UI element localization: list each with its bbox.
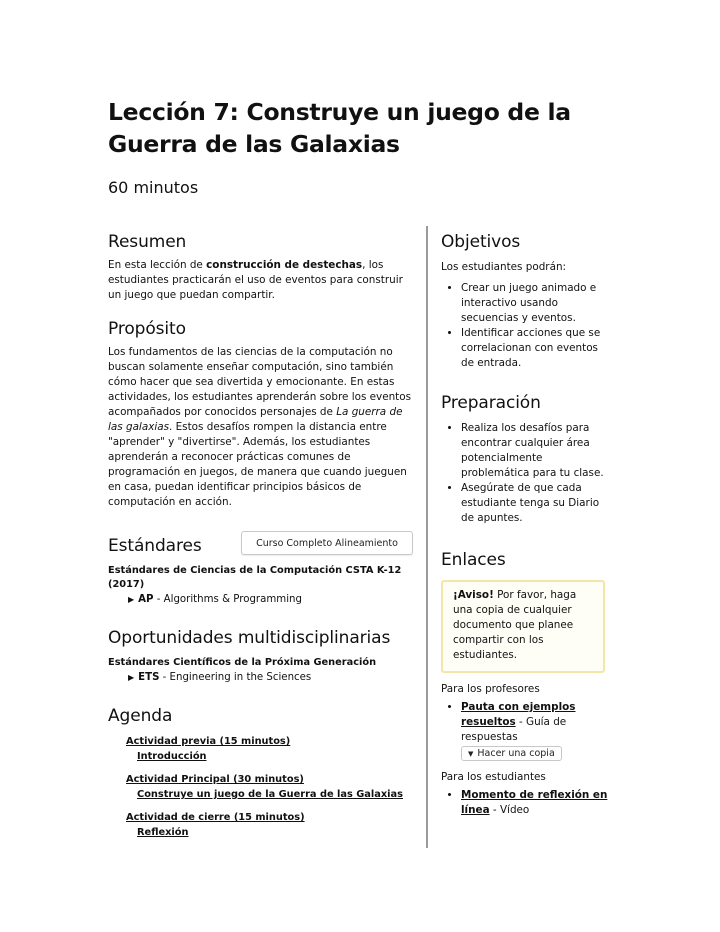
preparation-list [441, 421, 609, 526]
preparation-heading: Preparación [441, 393, 541, 413]
agenda-group [126, 734, 413, 764]
preparation-section [441, 391, 609, 526]
purpose-text-end: . Estos desafíos rompen la distancia entre "aprender" y "divertirse". Además, los estudiantes aprenderán a reconocer prácticas comunes de programación en juegos, de manera que cuando jueguen en casa, puedan identificar principios básicos de computación en acción. [108, 421, 407, 508]
purpose-heading: Propósito [108, 319, 186, 339]
agenda-list [126, 734, 413, 840]
standards-framework: Estándares de Ciencias de la Computación CSTA K-12 (2017) [108, 565, 402, 590]
reflection-video-link[interactable]: Momento de reflexión en línea [461, 789, 608, 816]
objectives-section [441, 230, 609, 371]
standard-code: AP [138, 594, 154, 605]
standard-item-ap[interactable] [128, 592, 413, 608]
copy-notice-box [441, 580, 605, 673]
agenda-heading: Agenda [108, 706, 173, 726]
agenda-section [108, 704, 413, 840]
agenda-wrapup-link[interactable]: Actividad de cierre (15 minutos) [126, 812, 305, 823]
resource-description: - Guía de respuestas [461, 716, 567, 743]
links-section [441, 548, 609, 818]
left-column [108, 230, 413, 848]
standards-section [108, 528, 413, 608]
student-resource-item [461, 788, 609, 818]
links-heading: Enlaces [441, 550, 506, 570]
teacher-resource-item [461, 700, 609, 761]
cross-curricular-heading: Oportunidades multidisciplinarias [108, 628, 391, 648]
purpose-text [108, 345, 413, 510]
objective-item: • Identificar acciones que se correlacionan con eventos de entrada. [461, 326, 609, 371]
objectives-heading: Objetivos [441, 232, 521, 252]
teacher-resources-list [441, 700, 609, 761]
agenda-warmup-link[interactable]: Actividad previa (15 minutos) [126, 736, 291, 747]
summary-text-end: , los estudiantes practicarán el uso de eventos para construir un juego que puedan compartir. [108, 259, 403, 301]
agenda-build-game-link[interactable]: Construye un juego de la Guerra de las Galaxias [137, 789, 403, 800]
student-resources-list [441, 788, 609, 818]
purpose-text-start: Los fundamentos de las ciencias de la computación no buscan solamente enseñar computación, sino también cómo hacer que sea divertida y emocionante. En estas actividades, los estudiantes aprenderán sobre los eventos acompañados por conocidos personajes de [108, 346, 412, 418]
standard-label: - Algorithms & Programming [153, 594, 302, 605]
standards-heading: Estándares [108, 536, 202, 556]
standard-label: - Engineering in the Sciences [159, 672, 312, 683]
objective-item: • Crear un juego animado e interactivo usando secuencias y eventos. [461, 281, 609, 326]
expand-triangle-icon[interactable]: ▶ [128, 673, 135, 682]
preparation-item: • Asegúrate de que cada estudiante tenga su Diario de apuntes. [461, 481, 609, 526]
agenda-intro-link[interactable]: Introducción [137, 751, 207, 762]
standard-code: ETS [138, 672, 160, 683]
make-copy-button[interactable] [461, 746, 562, 761]
make-copy-label: Hacer una copia [477, 748, 555, 759]
summary-text-start: En esta lección de [108, 259, 207, 271]
preparation-item: • Realiza los desafíos para encontrar cualquier área potencialmente problemática para tu clase. [461, 421, 609, 481]
students-label: Para los estudiantes [441, 771, 546, 783]
summary-text-bold: construcción de destechas [206, 259, 363, 271]
agenda-reflection-link[interactable]: Reflexión [137, 827, 189, 838]
agenda-group [126, 772, 413, 802]
cross-curricular-section [108, 626, 413, 686]
agenda-main-activity-link[interactable]: Actividad Principal (30 minutos) [126, 774, 304, 785]
notice-body: Por favor, haga una copia de cualquier documento que planee compartir con los estudiantes. [453, 589, 577, 661]
page-title: Lección 7: Construye un juego de la Guerra de las Galaxias [108, 98, 571, 158]
resource-description: - Vídeo [489, 804, 530, 816]
column-divider [426, 226, 428, 848]
summary-heading: Resumen [108, 232, 187, 252]
teachers-label: Para los profesores [441, 683, 540, 695]
purpose-section [108, 317, 413, 510]
notice-text [453, 588, 593, 663]
agenda-group [126, 810, 413, 840]
right-column [441, 230, 609, 818]
lesson-duration: 60 minutos [108, 178, 199, 197]
cross-curricular-framework: Estándares Científicos de la Próxima Generación [108, 657, 377, 668]
standard-item-ets[interactable] [128, 670, 413, 686]
caret-down-icon: ▼ [468, 749, 474, 758]
objectives-list [441, 281, 609, 371]
summary-text [108, 258, 413, 303]
full-course-alignment-button[interactable]: Curso Completo Alineamiento [241, 531, 413, 555]
summary-section [108, 230, 413, 303]
standards-header [108, 528, 413, 558]
expand-triangle-icon[interactable]: ▶ [128, 595, 135, 604]
answer-key-link[interactable]: Pauta con ejemplos resueltos [461, 701, 576, 728]
purpose-text-italic: La guerra de las galaxias [108, 406, 403, 433]
notice-label: ¡Aviso! [453, 589, 494, 601]
objectives-intro: Los estudiantes podrán: [441, 261, 567, 273]
